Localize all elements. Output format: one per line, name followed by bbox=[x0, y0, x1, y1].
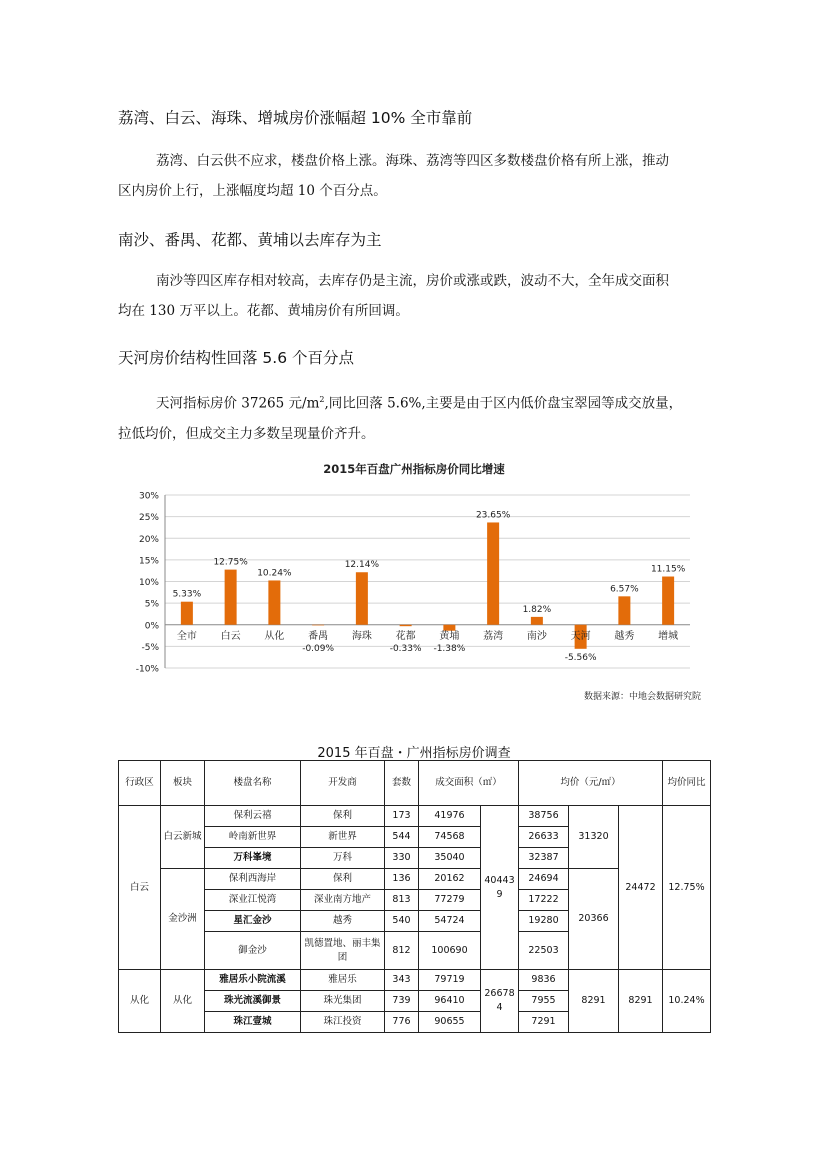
y-tick-label: 25% bbox=[138, 513, 159, 524]
x-tick-label: 花都 bbox=[395, 630, 416, 642]
cell-avg: 38756 bbox=[519, 806, 569, 827]
superscript: 2 bbox=[319, 395, 325, 404]
header-estate: 楼盘名称 bbox=[205, 761, 301, 806]
heading-tianhe: 天河房价结构性回落 5.6 个百分点 bbox=[118, 349, 355, 367]
cell-district-avg: 8291 bbox=[619, 970, 663, 1033]
bar bbox=[181, 602, 193, 625]
bar bbox=[312, 625, 324, 626]
x-tick-label: 从化 bbox=[264, 630, 285, 642]
data-label: 11.15% bbox=[650, 564, 686, 575]
cell-units: 173 bbox=[385, 806, 419, 827]
cell-developer: 雅居乐 bbox=[301, 970, 385, 991]
header-yoy: 均价同比 bbox=[663, 761, 711, 806]
cell-avg: 17222 bbox=[519, 890, 569, 911]
data-label: 12.75% bbox=[213, 557, 248, 568]
bar bbox=[618, 596, 630, 624]
x-tick-label: 增城 bbox=[658, 630, 679, 642]
x-tick-label: 全市 bbox=[176, 630, 197, 642]
cell-block: 金沙洲 bbox=[161, 869, 205, 970]
growth-bar-chart bbox=[118, 455, 710, 710]
cell-units: 136 bbox=[385, 869, 419, 890]
cell-block: 从化 bbox=[161, 970, 205, 1033]
y-tick-label: -10% bbox=[135, 664, 159, 675]
paragraph-nansha bbox=[118, 266, 710, 326]
cell-developer: 珠光集团 bbox=[301, 991, 385, 1012]
cell-estate: 雅居乐小院流溪 bbox=[205, 970, 301, 991]
cell-area: 77279 bbox=[419, 890, 481, 911]
bar bbox=[400, 625, 412, 626]
x-tick-label: 天河 bbox=[570, 630, 591, 642]
cell-developer: 珠江投资 bbox=[301, 1012, 385, 1033]
cell-avg: 7291 bbox=[519, 1012, 569, 1033]
y-tick-label: 0% bbox=[144, 621, 159, 632]
cell-area: 96410 bbox=[419, 991, 481, 1012]
bar bbox=[225, 570, 237, 625]
cell-estate: 万科峯境 bbox=[205, 848, 301, 869]
data-label: -0.33% bbox=[389, 643, 422, 654]
table-title: 2015 年百盘・广州指标房价调查 bbox=[317, 746, 511, 761]
cell-units: 776 bbox=[385, 1012, 419, 1033]
cell-developer: 保利 bbox=[301, 806, 385, 827]
x-tick-label: 荔湾 bbox=[483, 630, 504, 642]
data-label: 6.57% bbox=[610, 584, 639, 595]
price-survey-table bbox=[118, 760, 711, 1033]
cell-estate: 深业江悦湾 bbox=[205, 890, 301, 911]
cell-avg: 26633 bbox=[519, 827, 569, 848]
cell-area: 100690 bbox=[419, 932, 481, 970]
data-label: -1.38% bbox=[433, 643, 466, 654]
header-developer: 开发商 bbox=[301, 761, 385, 806]
heading-nansha: 南沙、番禺、花都、黄埔以去库存为主 bbox=[118, 231, 382, 249]
cell-district: 从化 bbox=[119, 970, 161, 1033]
cell-estate: 星汇金沙 bbox=[205, 911, 301, 932]
cell-area: 54724 bbox=[419, 911, 481, 932]
header-block: 板块 bbox=[161, 761, 205, 806]
y-tick-label: 5% bbox=[144, 599, 159, 610]
bar bbox=[487, 522, 499, 624]
cell-area: 35040 bbox=[419, 848, 481, 869]
x-tick-label: 白云 bbox=[220, 630, 241, 642]
cell-area: 20162 bbox=[419, 869, 481, 890]
cell-units: 343 bbox=[385, 970, 419, 991]
data-label: 5.33% bbox=[172, 589, 202, 600]
cell-estate: 珠光流溪御景 bbox=[205, 991, 301, 1012]
cell-area-total: 266784 bbox=[481, 970, 519, 1033]
cell-estate: 御金沙 bbox=[205, 932, 301, 970]
y-tick-label: 20% bbox=[138, 534, 159, 545]
paragraph-line: 拉低均价，但成交主力多数呈现量价齐升。 bbox=[118, 425, 375, 442]
cell-units: 544 bbox=[385, 827, 419, 848]
cell-developer: 越秀 bbox=[301, 911, 385, 932]
x-tick-label: 海珠 bbox=[351, 630, 372, 642]
cell-units: 540 bbox=[385, 911, 419, 932]
cell-estate: 岭南新世界 bbox=[205, 827, 301, 848]
cell-area: 74568 bbox=[419, 827, 481, 848]
cell-units: 739 bbox=[385, 991, 419, 1012]
table-row bbox=[119, 806, 711, 827]
data-label: 1.82% bbox=[522, 604, 552, 615]
paragraph-line: 区内房价上行，上涨幅度均超 10 个百分点。 bbox=[118, 183, 387, 199]
cell-avg: 32387 bbox=[519, 848, 569, 869]
cell-block-avg: 31320 bbox=[569, 806, 619, 869]
table-header-row bbox=[119, 761, 711, 806]
paragraph-tianhe bbox=[118, 385, 710, 449]
cell-developer: 保利 bbox=[301, 869, 385, 890]
data-label: -0.09% bbox=[302, 643, 335, 654]
bar bbox=[356, 572, 368, 625]
cell-avg: 24694 bbox=[519, 869, 569, 890]
cell-block-avg: 20366 bbox=[569, 869, 619, 970]
cell-block-avg: 8291 bbox=[569, 970, 619, 1033]
text-span: 天河指标房价 37265 元/m bbox=[156, 395, 320, 412]
text-span: ,同比回落 5.6%,主要是由于区内低价盘宝翠园等成交放量， bbox=[324, 395, 683, 412]
cell-units: 812 bbox=[385, 932, 419, 970]
cell-area-total: 404439 bbox=[481, 806, 519, 970]
cell-units: 330 bbox=[385, 848, 419, 869]
cell-area: 41976 bbox=[419, 806, 481, 827]
cell-avg: 22503 bbox=[519, 932, 569, 970]
table-row bbox=[119, 970, 711, 991]
data-label: 10.24% bbox=[257, 568, 292, 579]
paragraph-line: 均在 130 万平以上。花都、黄埔房价有所回调。 bbox=[118, 303, 409, 319]
cell-block: 白云新城 bbox=[161, 806, 205, 869]
cell-avg: 7955 bbox=[519, 991, 569, 1012]
cell-area: 79719 bbox=[419, 970, 481, 991]
y-tick-label: 15% bbox=[138, 556, 159, 567]
y-tick-label: 10% bbox=[138, 578, 159, 588]
cell-yoy: 10.24% bbox=[663, 970, 711, 1033]
cell-developer: 凯德置地、丽丰集团 bbox=[301, 932, 385, 970]
cell-area: 90655 bbox=[419, 1012, 481, 1033]
x-tick-label: 黄埔 bbox=[439, 630, 460, 642]
bar bbox=[531, 617, 543, 625]
header-district: 行政区 bbox=[119, 761, 161, 806]
x-tick-label: 南沙 bbox=[526, 630, 547, 642]
cell-units: 813 bbox=[385, 890, 419, 911]
cell-district-avg: 24472 bbox=[619, 806, 663, 970]
heading-liwan: 荔湾、白云、海珠、增城房价涨幅超 10% 全市靠前 bbox=[118, 109, 473, 127]
x-tick-label: 越秀 bbox=[614, 630, 635, 642]
paragraph-line: 荔湾、白云供不应求，楼盘价格上涨。海珠、荔湾等四区多数楼盘价格有所上涨，推动 bbox=[156, 153, 669, 169]
header-area: 成交面积（㎡） bbox=[419, 761, 519, 806]
y-tick-label: 30% bbox=[138, 491, 159, 502]
y-tick-label: -5% bbox=[141, 642, 159, 653]
cell-district: 白云 bbox=[119, 806, 161, 970]
paragraph-liwan bbox=[118, 146, 710, 206]
cell-estate: 保利云禧 bbox=[205, 806, 301, 827]
paragraph-line bbox=[118, 385, 710, 419]
cell-developer: 新世界 bbox=[301, 827, 385, 848]
chart-title: 2015年百盘广州指标房价同比增速 bbox=[323, 462, 505, 476]
bar bbox=[662, 577, 674, 625]
cell-developer: 万科 bbox=[301, 848, 385, 869]
cell-yoy: 12.75% bbox=[663, 806, 711, 970]
cell-avg: 9836 bbox=[519, 970, 569, 991]
data-label: 23.65% bbox=[475, 510, 511, 521]
cell-avg: 19280 bbox=[519, 911, 569, 932]
header-avg: 均价（元/㎡） bbox=[519, 761, 663, 806]
paragraph-line: 南沙等四区库存相对较高，去库存仍是主流，房价或涨或跌，波动不大，全年成交面积 bbox=[156, 273, 669, 289]
cell-estate: 保利西海岸 bbox=[205, 869, 301, 890]
data-label: 12.14% bbox=[344, 560, 380, 571]
cell-developer: 深业南方地产 bbox=[301, 890, 385, 911]
chart-source: 数据来源：中地会数据研究院 bbox=[583, 692, 701, 702]
data-label: -5.56% bbox=[564, 652, 597, 663]
cell-estate: 珠江壹城 bbox=[205, 1012, 301, 1033]
header-units: 套数 bbox=[385, 761, 419, 806]
bar bbox=[268, 580, 280, 624]
x-tick-label: 番禺 bbox=[308, 630, 329, 642]
